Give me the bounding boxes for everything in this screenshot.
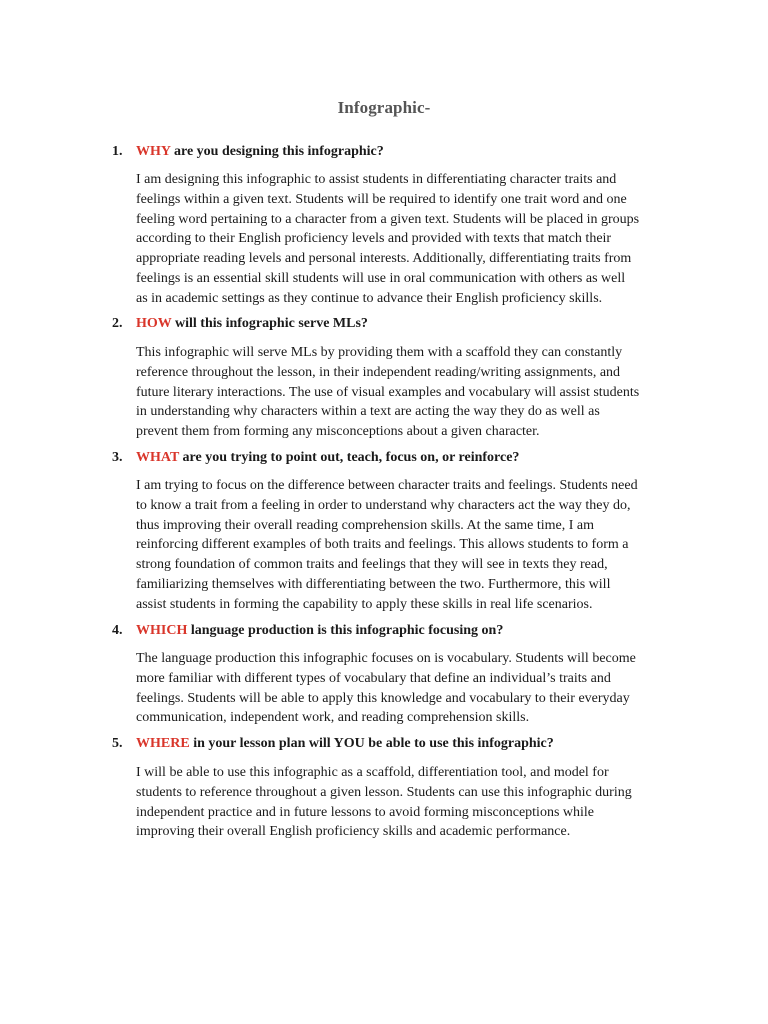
answer-paragraph [136,343,686,442]
question-heading [112,736,554,752]
answer-line: feelings within a given text. Students will be required to identify one trait word and one [136,191,627,207]
answer-line: students to reference throughout a given lesson. Students can use this infographic during [136,784,632,800]
question-number: 3. [112,450,123,465]
answer-line: strong foundation of common traits and feelings that they will see in texts they read, [136,557,608,573]
answer-line: reinforcing different examples of both traits and feelings. This allows students to form a [136,537,629,553]
question-number: 5. [112,736,123,751]
answer-line: in understanding why characters within a text are acting the way they do as well as [136,404,600,420]
answer-line: I am trying to focus on the difference between character traits and feelings. Students need [136,478,638,493]
question-heading [112,623,503,639]
answer-paragraph [136,763,686,842]
answer-line: more familiar with different types of vocabulary that define an individual’s traits and [136,670,611,686]
answer-line: familiarizing themselves with differentiating between the two. Furthermore, this will [136,576,611,592]
question-text: in your lesson plan will YOU be able to use this infographic? [193,736,554,751]
question-heading [112,316,368,332]
answer-line: thus improving their overall reading comprehension skills. At the same time, I am [136,517,595,533]
question-text: language production is this infographic focusing on? [190,623,504,638]
question-keyword: WHERE [136,736,190,751]
answer-paragraph [136,649,686,728]
answer-line: I will be able to use this infographic as a scaffold, differentiation tool, and model for [136,765,609,780]
answer-paragraph [136,476,686,615]
answer-line: The language production this infographic focuses on is vocabulary. Students will become [136,651,636,666]
answer-line: appropriate reading levels and personal interests. Additionally, differentiating traits from [136,251,632,267]
question-keyword: WHY [136,144,171,159]
answer-line: communication, independent work, and reading comprehension skills. [136,710,530,726]
question-heading [112,450,519,466]
question-number: 1. [112,144,123,159]
answer-line: improving their overall English proficiency skills and academic performance. [136,824,571,840]
answer-line: as in academic settings as they continue to advance their English proficiency skills. [136,290,603,306]
question-number: 2. [112,316,123,331]
question-keyword: WHICH [136,623,188,638]
answer-line: feeling word pertaining to a character from a given text. Students will be placed in groups [136,211,640,227]
answer-line: feelings. Students will be able to apply this knowledge and vocabulary to their everyday [136,690,630,706]
question-keyword: WHAT [136,450,180,465]
question-keyword: HOW [136,316,172,331]
question-text: are you trying to point out, teach, focus on, or reinforce? [182,450,520,465]
question-text: are you designing this infographic? [173,144,384,159]
question-number: 4. [112,623,123,638]
question-heading [112,144,384,160]
answer-line: independent practice and in future lessons to avoid forming misconceptions while [136,804,594,820]
answer-line: reference throughout the lesson, in their independent reading/writing assignments, and [136,364,621,380]
answer-line: feelings is an essential skill students will use in oral communication with others as well [136,270,626,286]
answer-line: prevent them from forming any misconceptions about a given character. [136,424,540,440]
answer-line: assist students in forming the capability to apply these skills in real life scenarios. [136,596,593,612]
question-text: will this infographic serve MLs? [175,316,368,331]
document-title: Infographic- [337,98,431,117]
answer-line: I am designing this infographic to assist students in differentiating character traits and [136,172,617,187]
answer-line: This infographic will serve MLs by providing them with a scaffold they can constantly [136,345,623,360]
answer-line: future literary interactions. The use of visual examples and vocabulary will assist students [136,384,640,400]
answer-line: to know a trait from a feeling in order to understand why characters act the way they do, [136,497,631,513]
answer-paragraph [136,170,686,309]
answer-line: according to their English proficiency levels and provided with texts that match their [136,231,612,247]
